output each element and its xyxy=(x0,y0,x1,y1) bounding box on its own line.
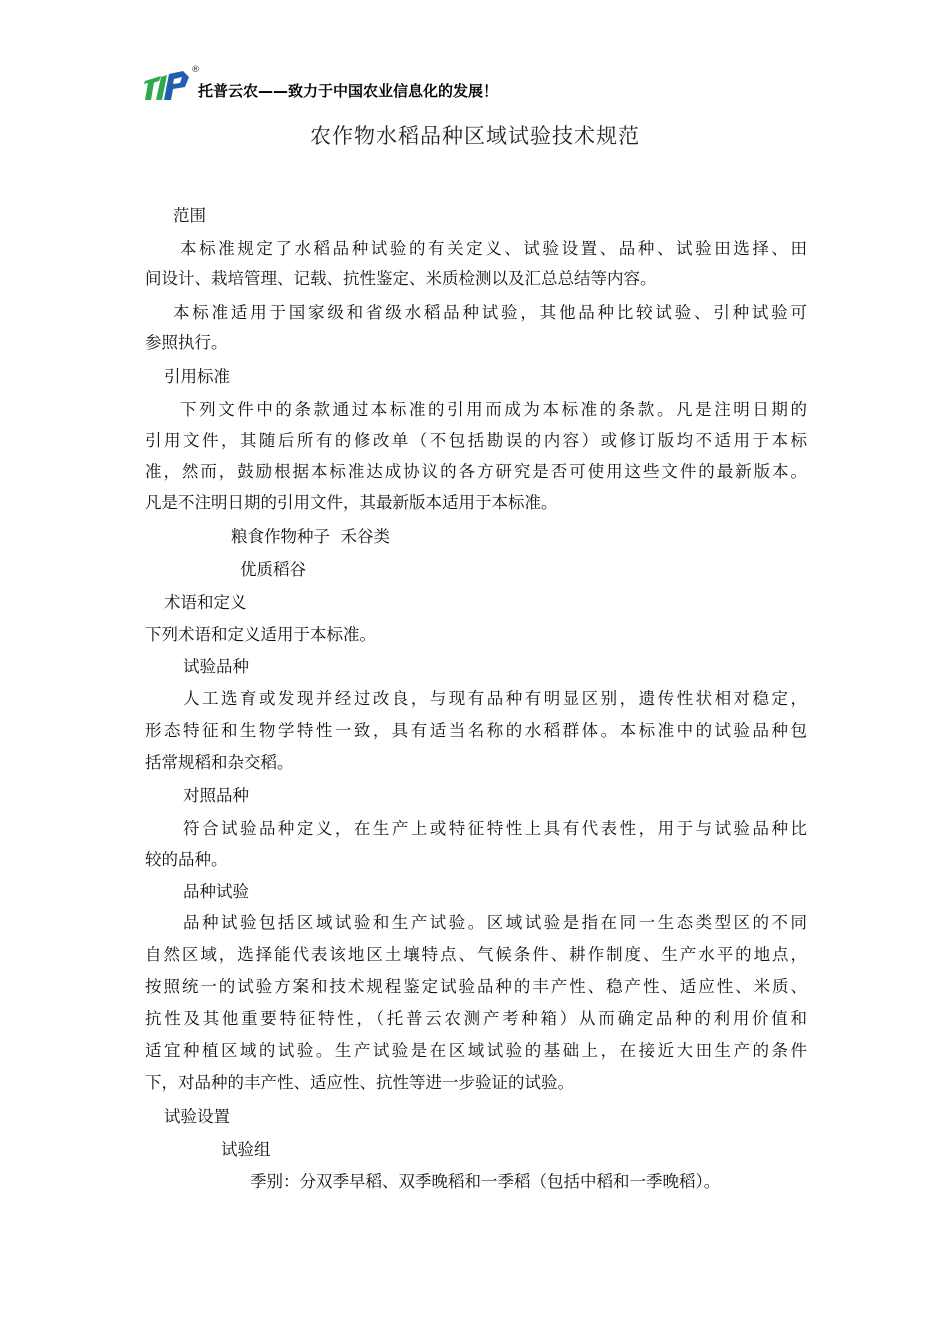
paragraph-line: 参照执行。 xyxy=(145,333,228,352)
term-heading: 试验品种 xyxy=(183,657,249,676)
section-heading-scope: 范围 xyxy=(173,206,206,225)
paragraph-line: 引用文件，其随后所有的修改单（不包括勘误的内容）或修订版均不适用于本标 xyxy=(145,431,807,450)
tp-logo-icon xyxy=(143,67,195,103)
paragraph-line: 形态特征和生物学特性一致，具有适当名称的水稻群体。本标准中的试验品种包 xyxy=(145,721,807,740)
section-heading-trial-setup: 试验设置 xyxy=(164,1107,230,1126)
paragraph-line: 品种试验包括区域试验和生产试验。区域试验是指在同一生态类型区的不同 xyxy=(183,913,807,932)
paragraph-line: 括常规稻和杂交稻。 xyxy=(145,753,294,772)
document-title: 农作物水稻品种区域试验技术规范 xyxy=(310,124,640,148)
section-heading-terms: 术语和定义 xyxy=(164,593,247,612)
term-heading: 品种试验 xyxy=(183,882,249,901)
header-tagline: 托普云农——致力于中国农业信息化的发展！ xyxy=(198,82,499,100)
paragraph-line: 符合试验品种定义，在生产上或特征特性上具有代表性，用于与试验品种比 xyxy=(183,819,807,838)
document-header xyxy=(143,67,563,107)
paragraph-line: 准，然而，鼓励根据本标准达成协议的各方研究是否可使用这些文件的最新版本。 xyxy=(145,462,807,481)
term-heading: 对照品种 xyxy=(183,786,249,805)
paragraph-line: 本标准规定了水稻品种试验的有关定义、试验设置、品种、试验田选择、田 xyxy=(180,239,807,258)
paragraph-line: 按照统一的试验方案和技术规程鉴定试验品种的丰产性、稳产性、适应性、米质、 xyxy=(145,977,807,996)
paragraph-line: 间设计、栽培管理、记载、抗性鉴定、米质检测以及汇总总结等内容。 xyxy=(145,269,657,288)
paragraph-line: 较的品种。 xyxy=(145,850,228,869)
section-heading-references: 引用标准 xyxy=(164,367,230,386)
paragraph-line: 抗性及其他重要特征特性，（托普云农测产考种箱）从而确定品种的利用价值和 xyxy=(145,1009,807,1028)
paragraph-line: 自然区域，选择能代表该地区土壤特点、气候条件、耕作制度、生产水平的地点， xyxy=(145,945,807,964)
paragraph-line: 适宜种植区域的试验。生产试验是在区域试验的基础上，在接近大田生产的条件 xyxy=(145,1041,807,1060)
paragraph-line: 本标准适用于国家级和省级水稻品种试验，其他品种比较试验、引种试验可 xyxy=(173,303,807,322)
paragraph-line: 下列术语和定义适用于本标准。 xyxy=(145,625,376,644)
paragraph-line: 季别：分双季早稻、双季晚稻和一季稻（包括中稻和一季晚稻）。 xyxy=(250,1172,721,1191)
paragraph-line: 凡是不注明日期的引用文件，其最新版本适用于本标准。 xyxy=(145,493,558,512)
subsection-heading: 试验组 xyxy=(221,1140,271,1159)
paragraph-line: 人工选育或发现并经过改良，与现有品种有明显区别，遗传性状相对稳定， xyxy=(183,689,807,708)
paragraph-line: 下，对品种的丰产性、适应性、抗性等进一步验证的试验。 xyxy=(145,1073,574,1092)
paragraph-line: 下列文件中的条款通过本标准的引用而成为本标准的条款。凡是注明日期的 xyxy=(180,400,807,419)
reference-item: 优质稻谷 xyxy=(240,560,306,579)
registered-mark: ® xyxy=(191,65,200,75)
reference-item: 粮食作物种子 禾谷类 xyxy=(231,527,390,546)
